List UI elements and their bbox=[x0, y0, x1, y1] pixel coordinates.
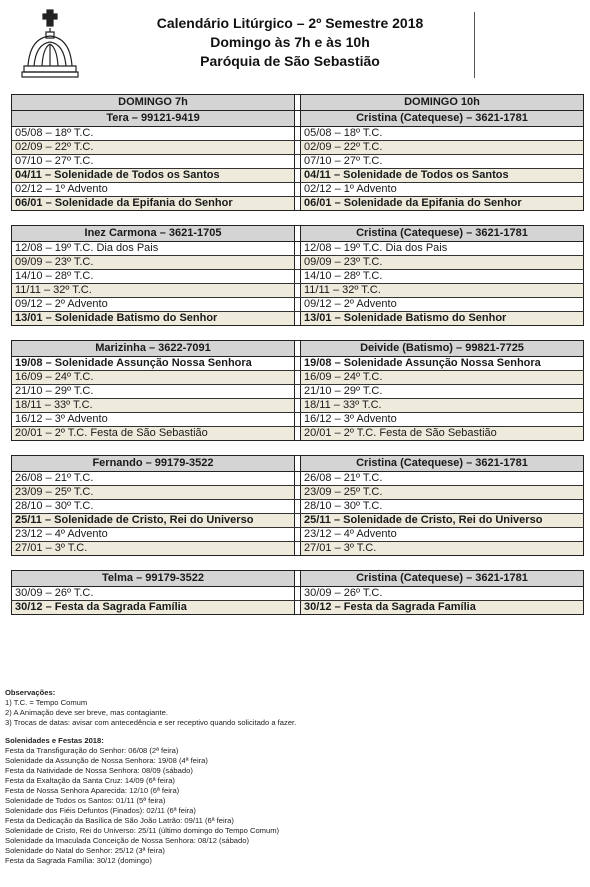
column-header-10h: DOMINGO 10h bbox=[301, 95, 584, 111]
schedule-cell-10h: 30/12 – Festa da Sagrada Família bbox=[301, 601, 584, 615]
schedule-cell-7h: 07/10 – 27º T.C. bbox=[12, 155, 295, 169]
schedule-cell-7h: 30/09 – 26º T.C. bbox=[12, 587, 295, 601]
schedule-cell-10h: 07/10 – 27º T.C. bbox=[301, 155, 584, 169]
schedule-cell-10h: 02/09 – 22º T.C. bbox=[301, 141, 584, 155]
schedule-row bbox=[12, 256, 584, 270]
contact-right: Cristina (Catequese) – 3621-1781 bbox=[301, 111, 584, 127]
feast-item: Festa da Dedicação da Basílica de São João Latrão: 09/11 (6ª feira) bbox=[5, 816, 234, 825]
schedule-cell-7h: 06/01 – Solenidade da Epifania do Senhor bbox=[12, 197, 295, 211]
contact-left: Marizinha – 3622-7091 bbox=[12, 341, 295, 357]
schedule-cell-7h: 09/09 – 23º T.C. bbox=[12, 256, 295, 270]
schedule-cell-7h: 09/12 – 2º Advento bbox=[12, 298, 295, 312]
schedule-row bbox=[12, 385, 584, 399]
document-header bbox=[110, 14, 470, 71]
feasts-title: Solenidades e Festas 2018: bbox=[5, 736, 104, 745]
schedule-row bbox=[12, 141, 584, 155]
feast-item: Solenidade do Natal do Senhor: 25/12 (3ª feira) bbox=[5, 846, 165, 855]
schedule-cell-7h: 14/10 – 28º T.C. bbox=[12, 270, 295, 284]
schedule-cell-10h: 11/11 – 32º T.C. bbox=[301, 284, 584, 298]
contact-row bbox=[12, 111, 584, 127]
contact-right: Cristina (Catequese) – 3621-1781 bbox=[301, 226, 584, 242]
schedule-row bbox=[12, 197, 584, 211]
schedule-cell-10h: 16/09 – 24º T.C. bbox=[301, 371, 584, 385]
schedule-cell-10h: 30/09 – 26º T.C. bbox=[301, 587, 584, 601]
schedule-row bbox=[12, 587, 584, 601]
schedule-cell-7h: 11/11 – 32º T.C. bbox=[12, 284, 295, 298]
schedule-cell-7h: 13/01 – Solenidade Batismo do Senhor bbox=[12, 312, 295, 326]
block-spacer bbox=[12, 326, 584, 341]
feast-item: Solenidade de Todos os Santos: 01/11 (5ª feira) bbox=[5, 796, 166, 805]
schedule-row bbox=[12, 500, 584, 514]
schedule-cell-7h: 23/12 – 4º Advento bbox=[12, 528, 295, 542]
header-parish: Paróquia de São Sebastião bbox=[200, 53, 380, 69]
church-dome-icon bbox=[18, 8, 82, 80]
schedule-cell-10h: 28/10 – 30º T.C. bbox=[301, 500, 584, 514]
schedule-cell-7h: 16/12 – 3º Advento bbox=[12, 413, 295, 427]
contact-left: Tera – 99121-9419 bbox=[12, 111, 295, 127]
observation-item: 1) T.C. = Tempo Comum bbox=[5, 698, 88, 707]
contact-row bbox=[12, 226, 584, 242]
schedule-cell-7h: 28/10 – 30º T.C. bbox=[12, 500, 295, 514]
contact-row bbox=[12, 571, 584, 587]
schedule-cell-10h: 12/08 – 19º T.C. Dia dos Pais bbox=[301, 242, 584, 256]
schedule-cell-7h: 27/01 – 3º T.C. bbox=[12, 542, 295, 556]
schedule-cell-7h: 05/08 – 18º T.C. bbox=[12, 127, 295, 141]
schedule-cell-10h: 04/11 – Solenidade de Todos os Santos bbox=[301, 169, 584, 183]
schedule-cell-10h: 02/12 – 1º Advento bbox=[301, 183, 584, 197]
schedule-cell-10h: 27/01 – 3º T.C. bbox=[301, 542, 584, 556]
schedule-cell-10h: 21/10 – 29º T.C. bbox=[301, 385, 584, 399]
schedule-cell-10h: 05/08 – 18º T.C. bbox=[301, 127, 584, 141]
schedule-cell-7h: 30/12 – Festa da Sagrada Família bbox=[12, 601, 295, 615]
schedule-cell-10h: 23/09 – 25º T.C. bbox=[301, 486, 584, 500]
schedule-row bbox=[12, 601, 584, 615]
column-header-row bbox=[12, 95, 584, 111]
schedule-cell-7h: 23/09 – 25º T.C. bbox=[12, 486, 295, 500]
contact-left: Inez Carmona – 3621-1705 bbox=[12, 226, 295, 242]
schedule-row bbox=[12, 183, 584, 197]
contact-row bbox=[12, 341, 584, 357]
feast-item: Solenidade da Imaculada Conceição de Nossa Senhora: 08/12 (sábado) bbox=[5, 836, 250, 845]
column-header-7h: DOMINGO 7h bbox=[12, 95, 295, 111]
contact-right: Deivide (Batismo) – 99821-7725 bbox=[301, 341, 584, 357]
feast-item: Solenidade da Assunção de Nossa Senhora: 19/08 (4ª feira) bbox=[5, 756, 208, 765]
schedule-row bbox=[12, 242, 584, 256]
schedule-row bbox=[12, 357, 584, 371]
feast-item: Festa de Nossa Senhora Aparecida: 12/10 (6ª feira) bbox=[5, 786, 180, 795]
header-divider bbox=[474, 12, 475, 78]
schedule-cell-7h: 02/12 – 1º Advento bbox=[12, 183, 295, 197]
schedule-cell-10h: 20/01 – 2º T.C. Festa de São Sebastião bbox=[301, 427, 584, 441]
spacer-cell bbox=[12, 441, 584, 456]
contact-left: Fernando – 99179-3522 bbox=[12, 456, 295, 472]
contact-right: Cristina (Catequese) – 3621-1781 bbox=[301, 571, 584, 587]
schedule-cell-7h: 19/08 – Solenidade Assunção Nossa Senhora bbox=[12, 357, 295, 371]
schedule-cell-7h: 18/11 – 33º T.C. bbox=[12, 399, 295, 413]
schedule-row bbox=[12, 284, 584, 298]
feast-item: Solenidade de Cristo, Rei do Universo: 25/11 (último domingo do Tempo Comum) bbox=[5, 826, 280, 835]
schedule-row bbox=[12, 427, 584, 441]
schedule-cell-7h: 25/11 – Solenidade de Cristo, Rei do Universo bbox=[12, 514, 295, 528]
feast-item: Festa da Natividade de Nossa Senhora: 08/09 (sábado) bbox=[5, 766, 193, 775]
block-spacer bbox=[12, 441, 584, 456]
schedule-row bbox=[12, 155, 584, 169]
schedule-cell-10h: 16/12 – 3º Advento bbox=[301, 413, 584, 427]
schedule-row bbox=[12, 472, 584, 486]
schedule-cell-7h: 21/10 – 29º T.C. bbox=[12, 385, 295, 399]
schedule-cell-10h: 25/11 – Solenidade de Cristo, Rei do Universo bbox=[301, 514, 584, 528]
schedule-row bbox=[12, 528, 584, 542]
schedule-cell-7h: 16/09 – 24º T.C. bbox=[12, 371, 295, 385]
notes-section bbox=[5, 688, 565, 866]
schedule-cell-10h: 18/11 – 33º T.C. bbox=[301, 399, 584, 413]
feast-item: Solenidade dos Fiéis Defuntos (Finados): 02/11 (6ª feira) bbox=[5, 806, 196, 815]
contact-right: Cristina (Catequese) – 3621-1781 bbox=[301, 456, 584, 472]
feast-item: Festa da Sagrada Família: 30/12 (domingo) bbox=[5, 856, 152, 865]
spacer-cell bbox=[12, 556, 584, 571]
schedule-row bbox=[12, 169, 584, 183]
schedule-cell-10h: 19/08 – Solenidade Assunção Nossa Senhora bbox=[301, 357, 584, 371]
header-title: Calendário Litúrgico – 2º Semestre 2018 bbox=[156, 15, 424, 31]
schedule-cell-7h: 26/08 – 21º T.C. bbox=[12, 472, 295, 486]
feast-item: Festa da Transfiguração do Senhor: 06/08 (2ª feira) bbox=[5, 746, 179, 755]
schedule-cell-10h: 09/12 – 2º Advento bbox=[301, 298, 584, 312]
schedule-cell-10h: 26/08 – 21º T.C. bbox=[301, 472, 584, 486]
schedule-row bbox=[12, 371, 584, 385]
schedule-cell-10h: 13/01 – Solenidade Batismo do Senhor bbox=[301, 312, 584, 326]
schedule-cell-10h: 14/10 – 28º T.C. bbox=[301, 270, 584, 284]
observations-title: Observações: bbox=[5, 688, 56, 697]
schedule-cell-10h: 06/01 – Solenidade da Epifania do Senhor bbox=[301, 197, 584, 211]
schedule-cell-10h: 23/12 – 4º Advento bbox=[301, 528, 584, 542]
block-spacer bbox=[12, 211, 584, 226]
schedule-table bbox=[11, 94, 584, 615]
schedule-row bbox=[12, 312, 584, 326]
spacer-cell bbox=[12, 211, 584, 226]
schedule-cell-7h: 04/11 – Solenidade de Todos os Santos bbox=[12, 169, 295, 183]
schedule-row bbox=[12, 542, 584, 556]
contact-row bbox=[12, 456, 584, 472]
schedule-cell-7h: 02/09 – 22º T.C. bbox=[12, 141, 295, 155]
schedule-cell-10h: 09/09 – 23º T.C. bbox=[301, 256, 584, 270]
schedule-row bbox=[12, 514, 584, 528]
schedule-row bbox=[12, 298, 584, 312]
feast-item: Festa da Exaltação da Santa Cruz: 14/09 (6ª feira) bbox=[5, 776, 175, 785]
schedule-cell-7h: 20/01 – 2º T.C. Festa de São Sebastião bbox=[12, 427, 295, 441]
observation-item: 2) A Animação deve ser breve, mas contagiante. bbox=[5, 708, 168, 717]
header-subtitle: Domingo às 7h e às 10h bbox=[210, 34, 370, 50]
spacer-cell bbox=[12, 326, 584, 341]
schedule-row bbox=[12, 270, 584, 284]
observation-item: 3) Trocas de datas: avisar com antecedência e ser receptivo quando solicitado a fazer. bbox=[5, 718, 297, 727]
block-spacer bbox=[12, 556, 584, 571]
schedule-row bbox=[12, 413, 584, 427]
contact-left: Telma – 99179-3522 bbox=[12, 571, 295, 587]
schedule-row bbox=[12, 399, 584, 413]
schedule-row bbox=[12, 486, 584, 500]
schedule-cell-7h: 12/08 – 19º T.C. Dia dos Pais bbox=[12, 242, 295, 256]
schedule-row bbox=[12, 127, 584, 141]
